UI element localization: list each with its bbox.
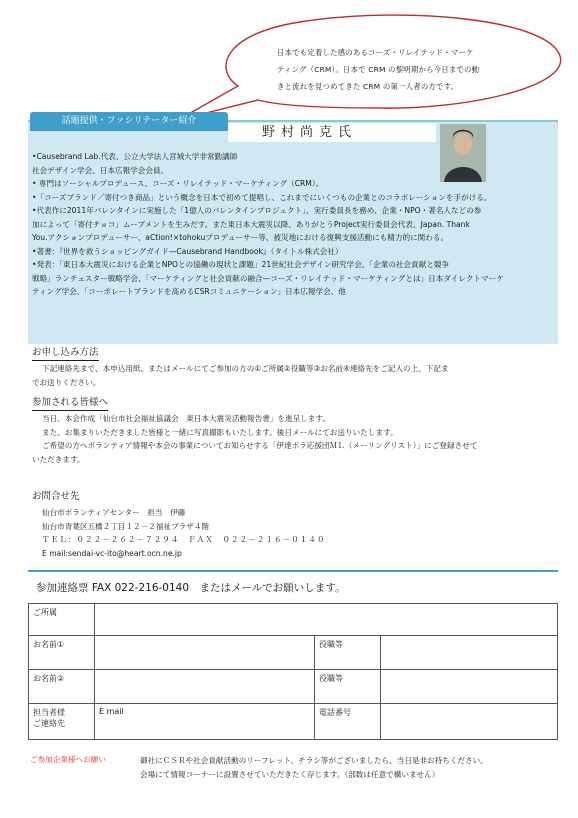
phone-label: 電話番号 — [315, 704, 381, 740]
profile-line: •代表作に2011年バレンタインに実施した「1億人のバレンタインプロジェクト」、実行委員長を務め、企業・NPO・著名人などの参 — [32, 206, 482, 215]
position2-field[interactable] — [381, 670, 558, 704]
notice-line: 会場にて情報コーナーに設置させていただきたく存じます。（部数は任意で構いません） — [140, 769, 440, 779]
name2-label: お名前② — [29, 670, 95, 704]
contact-heading: お問合せ先 — [32, 491, 80, 502]
apply-body — [32, 362, 552, 389]
attendees-body — [32, 412, 552, 466]
attendees-line: また、お集まりいただきました皆様と一緒に写真撮影もいたします。後日メールにてお送りいたします。 — [42, 427, 398, 437]
apply-line: でお送りください。 — [32, 377, 101, 387]
bubble-line: きと流れを見つめてきた CRM の第一人者の方です。 — [277, 82, 459, 91]
name1-field[interactable] — [95, 636, 315, 670]
form-row-name1 — [29, 636, 558, 670]
contact-line: 仙台市青葉区五橋２丁目１２－２福祉プラザ４階 — [42, 521, 210, 531]
contact-body — [42, 506, 542, 560]
profile-line: ティング学会、「コーポレートブランドを高めるCSRコミュニケーション」日本広報学会、他 — [32, 287, 346, 296]
profile-line: 社会デザイン学会、日本広報学会会員。 — [32, 165, 169, 175]
registration-form — [28, 603, 558, 740]
contact-line: 仙台市ボランティアセンター 担当 伊藤 — [42, 508, 186, 517]
bubble-line: 日本でも定着した感のあるコーズ・リレイテッド・マーケ — [277, 48, 474, 57]
affiliation-label: ご所属 — [29, 604, 95, 636]
affiliation-field[interactable] — [95, 604, 558, 636]
divider — [28, 570, 558, 572]
position2-label: 役職等 — [315, 670, 381, 704]
person-label-line1: 担当者様 — [33, 708, 65, 717]
form-row-affiliation — [29, 604, 558, 636]
email-label: E mail — [99, 707, 124, 716]
name2-field[interactable] — [95, 670, 315, 704]
email-field[interactable] — [95, 704, 315, 740]
profile-line: • 専門はソーシャルプロデュース、コーズ・リレイテッド・マーケティング（CRM）。 — [32, 179, 324, 188]
attendees-heading: 参加される皆様へ — [32, 396, 108, 411]
attendees-line: ご希望の方へボランティア情報や本会の事業についてお知らせする「伊達ボラ応援団ＭＬ（メーリングリスト）」にご登録させて — [42, 441, 478, 450]
profile-tab-label: 話題提供・ファシリテーター紹介 — [30, 112, 228, 131]
profile-details — [32, 150, 552, 299]
attendees-line: 当日、本会作成「仙台市社会福祉協議会 東日本大震災活動報告書」を進呈します。 — [42, 414, 330, 423]
name1-label: お名前① — [29, 636, 95, 670]
bubble-text — [277, 44, 569, 95]
profile-line: You.アクションプロデューサー、aCtion!×tohokuプロデューサー等、被災地における復興支援活動にも精力的に関わる。 — [32, 233, 449, 242]
profile-line: •「コーズブランド／寄付つき商品」という概念を日本で初めて提唱し、これまでにいくつもの企業とのコラボレーションを手がける。 — [32, 192, 492, 202]
form-row-contact — [29, 704, 558, 740]
position1-label: 役職等 — [315, 636, 381, 670]
person-contact-label — [29, 704, 95, 740]
apply-line: 下記連絡先まで、本申込用紙、またはメールにてご参加の方の①ご所属②役職等③お名前④連絡先をご記入の上、下記ま — [42, 364, 449, 373]
profile-line: 加によって「寄付チョコ」ムーブメントを生みだす。また東日本大震災以降、ありがとうProject実行委員会代表、Japan. Thank — [32, 219, 470, 229]
contact-phone-fax: ＴＥＬ：０２２－２６２－７２９４ ＦＡＸ ０２２－２１６－０１４０ — [42, 535, 326, 544]
notice-line: 御社にＣＳＲや社会貢献活動のリーフレット、チラシ等がございましたら、当日是非お持ちください。 — [140, 756, 488, 765]
contact-email[interactable]: E mail:sendai-vc-ito@heart.ocn.ne.jp — [42, 548, 182, 558]
position1-field[interactable] — [381, 636, 558, 670]
notice-body — [140, 754, 560, 781]
bubble-line: ティング（CRM）。日本で CRM の黎明期から今日までの動 — [277, 65, 480, 74]
profile-line: 戦略」ランチェスター戦略学会、「マーケティングと社会貢献の融合—コーズ・リレイテッド・マーケティングとは」日本ダイレクトマーケ — [32, 273, 504, 283]
form-row-name2 — [29, 670, 558, 704]
phone-field[interactable] — [381, 704, 558, 740]
person-label-line2: ご連絡先 — [33, 719, 65, 728]
form-title: 参加連絡票 FAX 022-216-0140 またはメールでお願いします。 — [36, 582, 346, 594]
profile-line: •Causebrand Lab.代表、公立大学法人宮城大学非常勤講師 — [32, 152, 238, 161]
notice-label: ご参加企業様へお願い — [30, 755, 106, 764]
facilitator-name: 野村尚克氏 — [228, 123, 436, 142]
apply-heading: お申し込み方法 — [32, 346, 99, 361]
profile-line: •著書：『世界を救うショッピングガイド—Causebrand Handbook』（タイトル株式会社） — [32, 246, 343, 256]
attendees-line: いただきます。 — [32, 454, 85, 464]
profile-line: •発表：「東日本大震災における企業とNPOとの協働の現状と課題」21世紀社会デザイン研究学会、「企業の社会貢献と競争 — [32, 260, 450, 269]
